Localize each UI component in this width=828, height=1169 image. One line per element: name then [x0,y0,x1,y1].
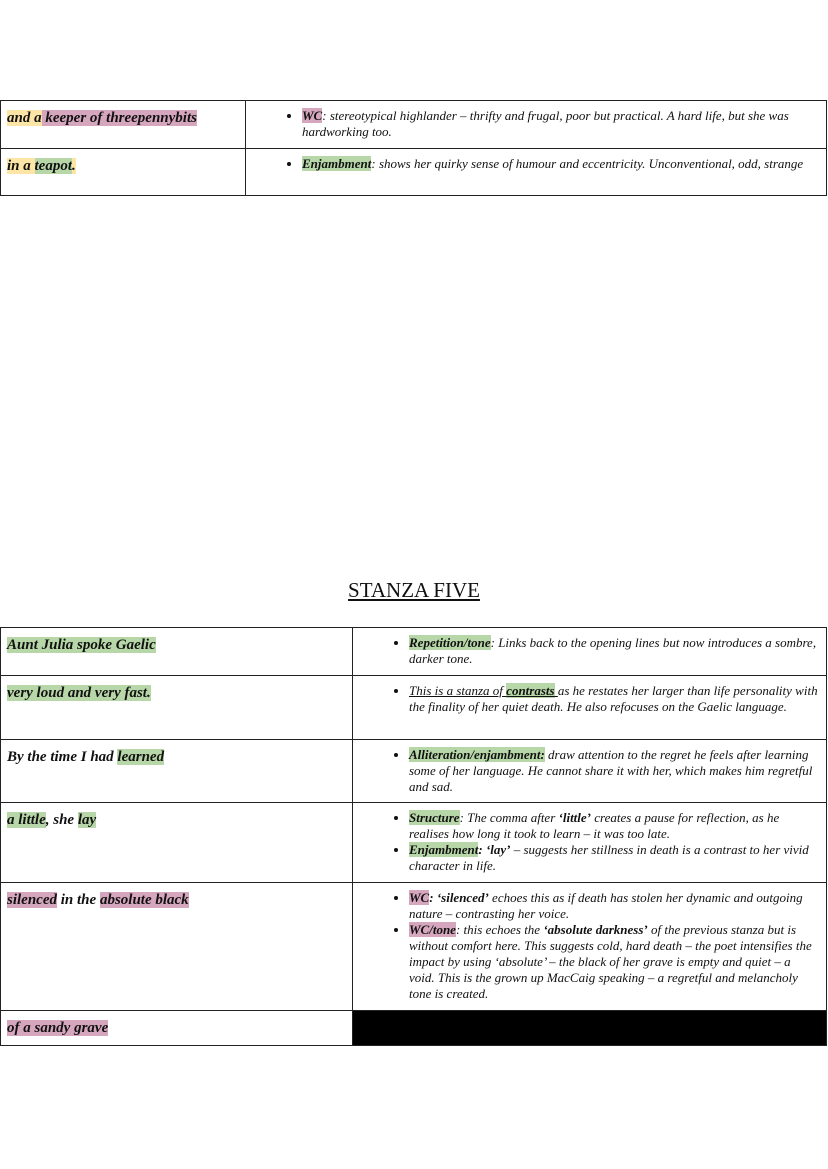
technique-tag: WC [302,108,323,123]
technique-tag: Structure [409,810,460,825]
table-row [1,676,827,740]
quote-cell [1,740,353,803]
analysis-cell [353,803,827,883]
analysis-text: : shows her quirky sense of humour and eccentricity. Unconventional, odd, strange [371,156,804,171]
quote-text: Aunt Julia spoke Gaelic [7,637,156,653]
quoted-word: ‘lay’ [482,842,511,857]
technique-tag: Enjambment [409,842,479,857]
analysis-text: : The comma after [459,810,559,825]
technique-tag: Enjambment [302,156,372,171]
quoted-word: : ‘silenced’ [429,890,489,905]
quote-text: learned [117,749,165,765]
quote-text: , she [45,812,78,828]
table-row [1,628,827,676]
quoted-word: ‘little’ [558,810,592,825]
analysis-cell [353,883,827,1011]
blank-black-cell [353,1011,827,1046]
analysis-text: : this echoes the [455,922,544,937]
table-row [1,803,827,883]
quote-text: of a sandy grave [7,1020,109,1036]
list-item [409,890,818,922]
analysis-text: as he restates her larger than life personality with the finality of her quiet death. He also refocuses on the Gaelic language. [409,683,818,714]
analysis-cell [353,676,827,740]
quote-text: in a [7,158,35,174]
list-item [409,922,818,1002]
quote-text: a little [7,812,46,828]
stanza-five-table [0,627,827,1046]
analysis-cell [246,149,827,196]
technique-tag: Alliteration/enjambment: [409,747,545,762]
list-item [409,810,818,842]
list-item [409,747,818,795]
table-row [1,740,827,803]
list-item [409,842,818,874]
analysis-text: – suggests her stillness in death is a contrast to her vivid character in life. [409,842,809,873]
quote-cell [1,101,246,149]
quote-cell [1,676,353,740]
quote-cell [1,1011,353,1046]
quote-text: keeper of threepennybits [41,110,197,126]
table-row [1,149,827,196]
list-item [302,156,818,172]
quote-text: and a [7,110,42,126]
technique-tag: WC [409,890,430,905]
analysis-text: of the previous stanza but is without comfort here. This suggests cold, hard death – the poet intensifies the impact by using ‘absolute’ – the black of her grave is empty and quiet – a void. This is the grown up MacCaig speaking – a regretful and melancholy tone is created. [409,922,812,1001]
quote-text: . [72,158,76,174]
quote-cell [1,149,246,196]
list-item [409,635,818,667]
analysis-cell [353,628,827,676]
quote-text: lay [77,812,97,828]
analysis-text: This is a stanza of [409,683,507,698]
analysis-text: : stereotypical highlander – thrifty and frugal, poor but practical. A hard life, but she was hardworking too. [302,108,789,139]
quote-text: By the time I had [7,749,118,765]
technique-tag: contrasts [506,683,555,698]
technique-tag: WC/tone [409,922,456,937]
technique-tag: Repetition/tone [409,635,491,650]
analysis-cell [353,740,827,803]
quote-cell [1,883,353,1011]
table-row [1,883,827,1011]
quoted-word: ‘absolute darkness’ [543,922,648,937]
quote-cell [1,803,353,883]
quote-cell [1,628,353,676]
quote-text: silenced [7,892,57,908]
analysis-text: draw attention to the regret he feels after learning some of her language. He cannot share it with her, which makes him regretful and sad. [409,747,813,794]
quote-text: absolute black [99,892,189,908]
top-analysis-table [0,100,827,196]
stanza-title: STANZA FIVE [348,578,480,602]
analysis-text: : [478,842,483,857]
quote-text: teapot [34,158,73,174]
analysis-text: : Links back to the opening lines but now introduces a sombre, darker tone. [409,635,817,666]
quote-text: in the [57,892,100,908]
analysis-cell [246,101,827,149]
list-item [409,683,818,715]
quote-text: very loud and very fast. [7,685,151,701]
list-item [302,108,818,140]
analysis-text: creates a pause for reflection, as he realises how long it took to learn – it was too late. [409,810,780,841]
analysis-text: echoes this as if death has stolen her dynamic and outgoing nature – contrasting her voice. [409,890,803,921]
table-row [1,101,827,149]
table-row [1,1011,827,1046]
